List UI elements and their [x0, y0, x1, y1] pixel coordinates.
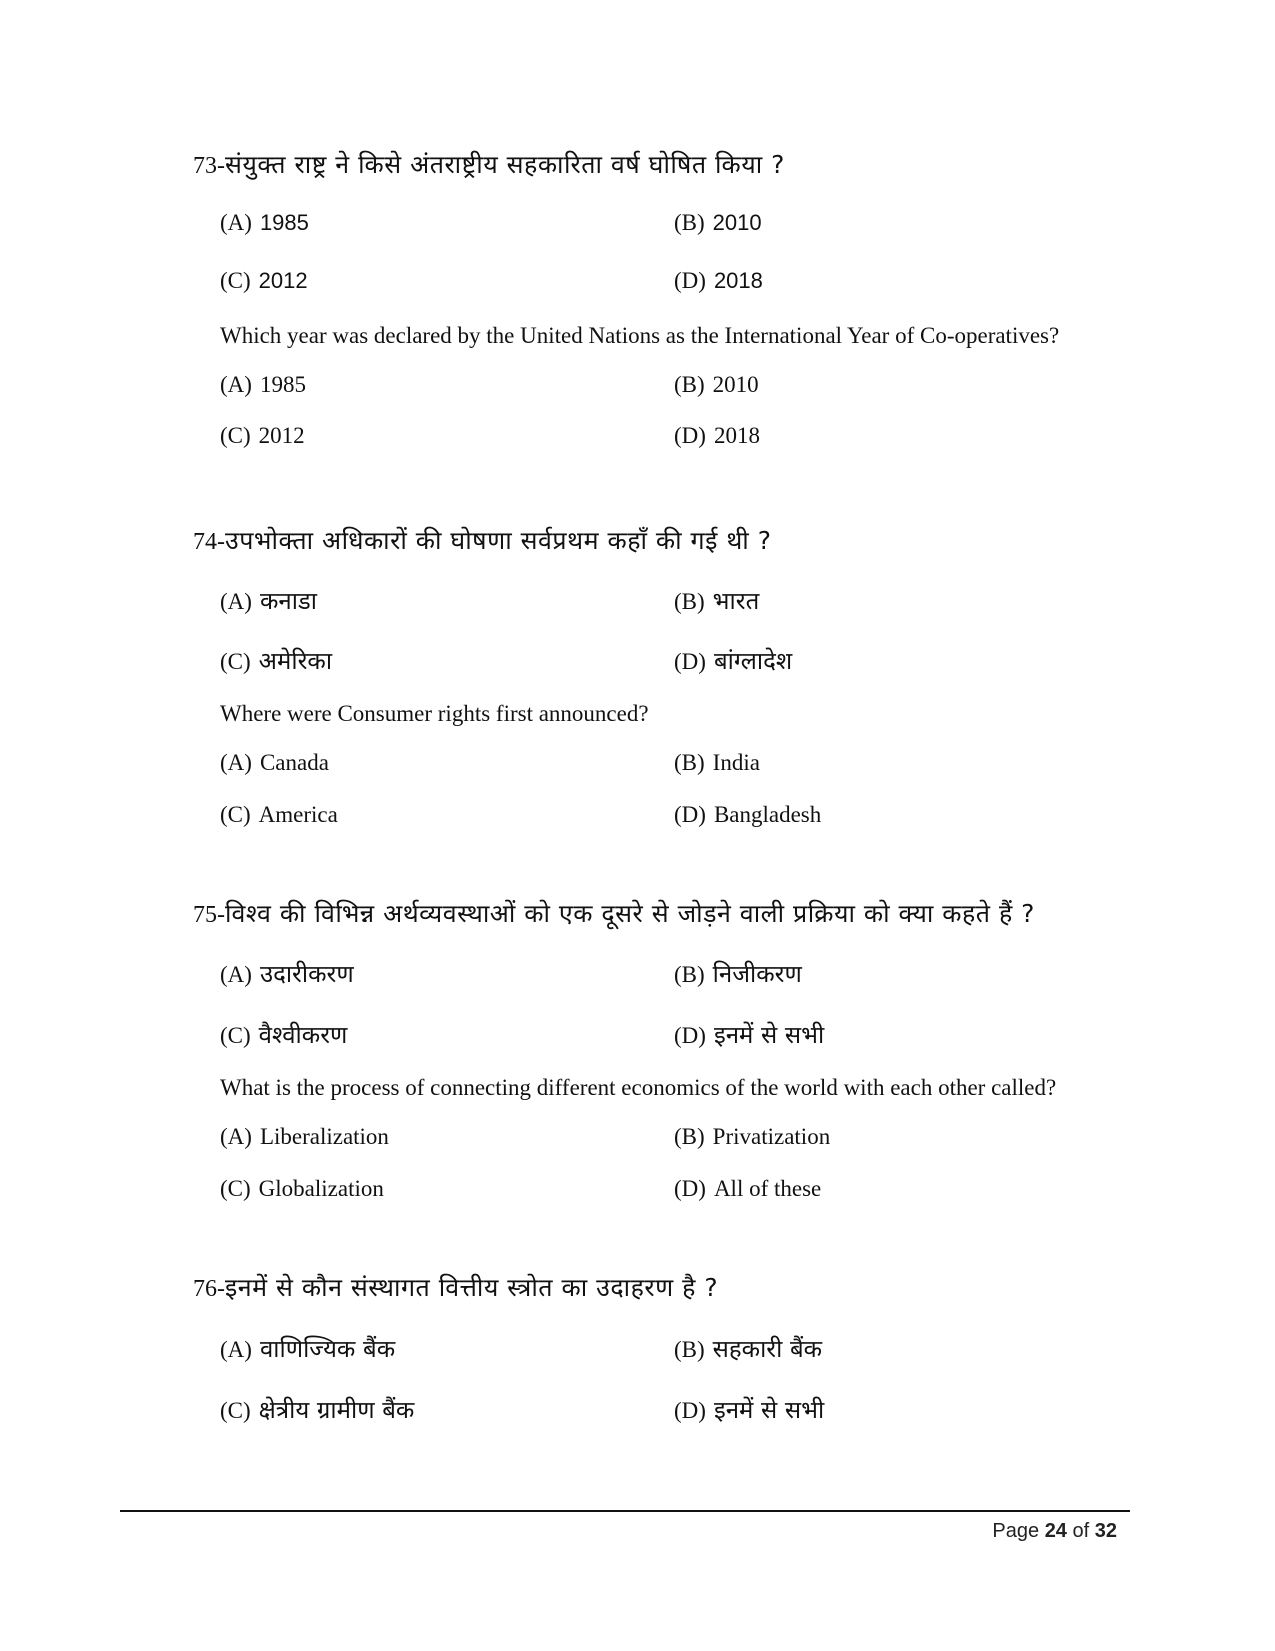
option-d: (D) All of these [674, 1176, 822, 1201]
option-d: (D) इनमें से सभी [674, 1396, 825, 1424]
option-b: (B) 2010 [674, 210, 762, 235]
option-a: (A) Liberalization [220, 1124, 389, 1149]
option-c: (C) America [220, 802, 338, 827]
question-74-english: Where were Consumer rights first announced? [220, 701, 649, 726]
option-b: (B) India [674, 750, 760, 775]
question-73-hindi [193, 148, 785, 183]
option-d: (D) 2018 [674, 423, 760, 448]
question-75-english: What is the process of connecting different economics of the world with each other called? [220, 1075, 1057, 1100]
option-b: (B) निजीकरण [674, 960, 802, 988]
option-a: (A) कनाडा [220, 587, 317, 615]
option-b: (B) सहकारी बैंक [674, 1335, 823, 1363]
option-c: (C) क्षेत्रीय ग्रामीण बैंक [220, 1396, 415, 1424]
option-a: (A) 1985 [220, 210, 309, 235]
option-d: (D) बांग्लादेश [674, 647, 793, 675]
question-number: 75- [193, 902, 225, 928]
option-c: (C) 2012 [220, 268, 308, 293]
option-c: (C) वैश्वीकरण [220, 1021, 348, 1049]
question-number: 73- [193, 153, 225, 179]
question-text: इनमें से कौन संस्थागत वित्तीय स्त्रोत का उदाहरण है ? [225, 1273, 719, 1302]
option-b: (B) भारत [674, 587, 760, 615]
option-a: (A) वाणिज्यिक बैंक [220, 1335, 396, 1363]
option-b: (B) Privatization [674, 1124, 831, 1149]
question-number: 76- [193, 1276, 225, 1302]
page-number: Page 24 of 32 [992, 1520, 1117, 1542]
footer-divider [120, 1510, 1130, 1512]
question-76-hindi [193, 1271, 718, 1306]
question-73-english: Which year was declared by the United Nations as the International Year of Co-operatives? [220, 323, 1060, 348]
option-a: (A) उदारीकरण [220, 960, 354, 988]
option-d: (D) इनमें से सभी [674, 1021, 825, 1049]
option-c: (C) अमेरिका [220, 647, 333, 675]
question-75-hindi [193, 897, 1035, 932]
question-text: संयुक्त राष्ट्र ने किसे अंतराष्ट्रीय सहकारिता वर्ष घोषित किया ? [225, 150, 785, 179]
question-text: उपभोक्ता अधिकारों की घोषणा सर्वप्रथम कहाँ की गई थी ? [225, 526, 772, 555]
option-b: (B) 2010 [674, 372, 759, 397]
question-74-hindi [193, 524, 772, 559]
option-c: (C) 2012 [220, 423, 305, 448]
option-d: (D) Bangladesh [674, 802, 822, 827]
option-c: (C) Globalization [220, 1176, 384, 1201]
option-a: (A) 1985 [220, 372, 306, 397]
option-a: (A) Canada [220, 750, 329, 775]
option-d: (D) 2018 [674, 268, 763, 293]
question-number: 74- [193, 529, 225, 555]
question-text: विश्व की विभिन्न अर्थव्यवस्थाओं को एक दूसरे से जोड़ने वाली प्रक्रिया को क्या कहते हैं ? [225, 899, 1035, 928]
